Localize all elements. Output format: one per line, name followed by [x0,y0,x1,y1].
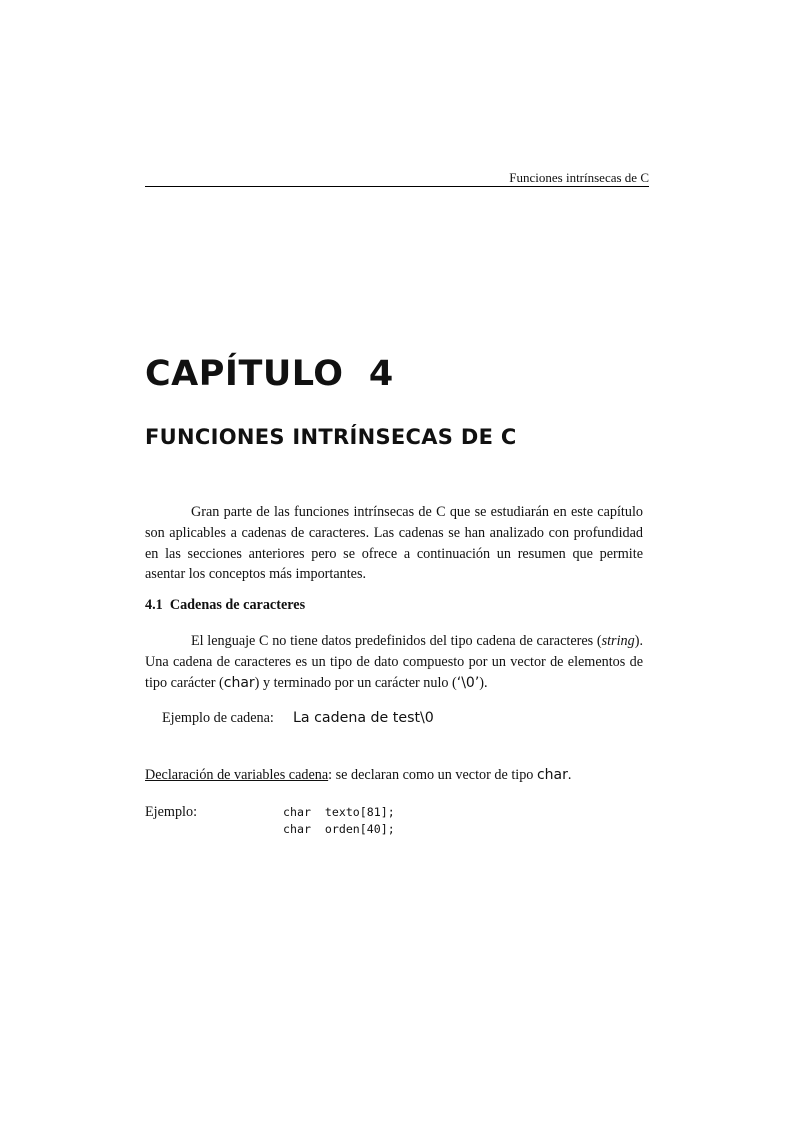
section-heading: 4.1 Cadenas de caracteres [145,597,306,613]
cadenas-paragraph [145,631,643,693]
cadenas-text-1: El lenguaje C no tiene datos predefinidos del tipo cadena de caracteres ( [191,633,602,649]
cadenas-text-2: ). Una cadena de caracteres es un tipo de dato compuesto por un vector de elementos de tipo carácter ( [145,633,643,691]
char-keyword: char [223,674,255,691]
code-example-label: Ejemplo: [145,804,198,820]
string-example [162,707,434,729]
string-example-value: La cadena de test\0 [293,710,434,726]
intro-paragraph: Gran parte de las funciones intrínsecas de C que se estudiarán en este capítulo son aplicables a cadenas de caracteres. Las cadenas se han analizado con profundidad en las secciones anteriores pero se ofrece a continuación un resumen que permite asentar los conceptos más importantes. [145,504,643,583]
cadenas-text-4: ). [479,674,488,691]
cadenas-text-3: ) y terminado por un carácter nulo ( [254,674,457,691]
declaration-type: char [536,767,568,783]
chapter-title: CAPÍTULO 4 [145,354,394,394]
string-example-label: Ejemplo de cadena: [162,710,274,726]
null-character: ‘\0’ [456,674,480,691]
code-line: char orden[40]; [283,822,395,836]
running-header-title: Funciones intrínsecas de C [509,170,649,185]
declaration-text: : se declaran como un vector de tipo [328,767,537,783]
running-header [145,171,649,187]
chapter-subtitle: FUNCIONES INTRÍNSECAS DE C [145,425,517,449]
declaration-line [145,764,571,786]
declaration-term: Declaración de variables cadena [145,767,329,783]
code-line: char texto[81]; [283,805,395,819]
string-term: string [601,633,635,649]
code-block [283,804,395,838]
declaration-end: . [567,767,572,783]
